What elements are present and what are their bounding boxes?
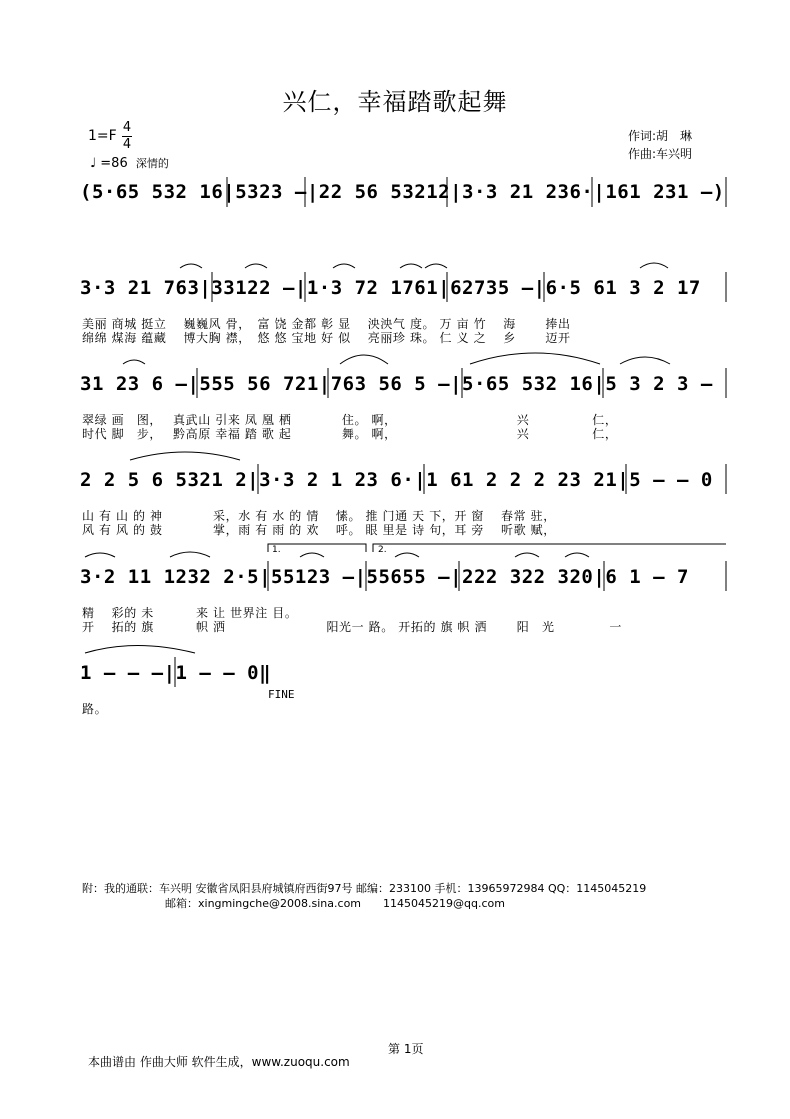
slur [85, 553, 115, 557]
lyrics-row-5-verse-1: 精 彩的 未 来 让 世界注 目。 [82, 606, 298, 620]
contact-info-line-1: 附：我的通联：车兴明 安徽省凤阳县府城镇府西街97号 邮编：233100 手机：13965972984 QQ：1145045219 [82, 882, 647, 895]
slur [620, 357, 670, 364]
key-signature: 1=F [88, 128, 117, 144]
fine-marking: FINE [268, 688, 295, 701]
slur [515, 553, 539, 557]
slur [565, 553, 589, 557]
music-row-6: 1 — — —|1 — — 0‖ [80, 662, 272, 684]
slur [333, 264, 355, 268]
tempo-expression: 深情的 [135, 157, 169, 170]
composer-credit: 作曲:车兴明 [628, 147, 693, 161]
quarter-note-icon: ♩ [90, 156, 97, 171]
lyrics-row-3-verse-2: 时代 脚 步， 黔高原 幸福 踏 歌 起 舞。 啊， 兴 仁， [82, 427, 618, 441]
first-ending-label: 1. [272, 545, 281, 555]
page-number: 第 1页 [388, 1042, 424, 1056]
slur [340, 355, 388, 364]
first-ending-bracket [268, 544, 366, 552]
music-row-5: 3·2 11 1232 2·5|55123 —|55655 —|222 322 320|6 1 — 7 [80, 566, 689, 588]
lyrics-row-6-verse-1: 路。 [82, 702, 108, 716]
slur [400, 264, 422, 268]
lyrics-row-2-verse-2: 绵绵 煤海 蕴藏 博大胸 襟， 悠 悠 宝地 好 似 亮丽珍 珠。 仁 义 之 乡 迈开 [82, 331, 571, 345]
slur [85, 646, 195, 654]
slur [395, 553, 419, 557]
contact-info-line-2: 邮箱：xingmingche@2008.sina.com 1145045219@qq.com [165, 897, 505, 910]
slur [640, 263, 668, 268]
lyrics-row-2-verse-1: 美丽 商城 挺立 巍巍风 骨， 富 饶 金都 彰 显 泱泱气 度。 万 亩 竹 海 捧出 [82, 317, 571, 331]
song-title: 兴仁，幸福踏歌起舞 [282, 88, 508, 116]
music-row-3: 31 23 6 —|555 56 721|763 56 5 —|5·65 532 16|5 3 2 3 — [80, 373, 713, 395]
slur [130, 452, 240, 460]
music-row-4: 2 2 5 6 5321 2|3·3 2 1 23 6·|1 61 2 2 2 23 21|5 — — 0 [80, 469, 713, 491]
lyrics-row-3-verse-1: 翠绿 画 图， 真武山 引来 凤 凰 栖 住。 啊， 兴 仁， [82, 413, 618, 427]
slur [170, 552, 210, 557]
music-row-1: (5·65 532 16|5323 —|22 56 53212|3·3 21 236·|161 231 —) [80, 181, 725, 203]
music-row-2: 3·3 21 763|33122 —|1·3 72 1761|62735 —|6·5 61 3 2 17 [80, 277, 701, 299]
software-footer: 本曲谱由 作曲大师 软件生成，www.zuoqu.com [88, 1055, 350, 1069]
lyricist-credit: 作词:胡 琳 [628, 129, 693, 143]
slur [470, 353, 600, 364]
tempo-bpm: =86 [100, 156, 128, 171]
slur [300, 553, 324, 557]
second-ending-label: 2. [378, 545, 387, 555]
slur [180, 264, 202, 268]
slur [425, 264, 447, 268]
slur [123, 360, 145, 364]
lyrics-row-5-verse-2: 开 拓的 旗 帜 洒 阳光一 路。 开拓的 旗 帜 洒 阳 光 一 [82, 620, 622, 634]
lyrics-row-4-verse-1: 山 有 山 的 神 采，水 有 水 的 情 愫。 推 门通 天 下，开 窗 春常 驻， [82, 509, 556, 523]
second-ending-bracket [373, 544, 726, 552]
slur [245, 264, 267, 268]
lyrics-row-4-verse-2: 风 有 风 的 鼓 掌，雨 有 雨 的 欢 呼。 眼 里是 诗 句，耳 旁 听歌 赋， [82, 523, 556, 537]
time-signature-bottom: 4 [122, 137, 132, 152]
time-signature-top: 4 [122, 120, 132, 135]
